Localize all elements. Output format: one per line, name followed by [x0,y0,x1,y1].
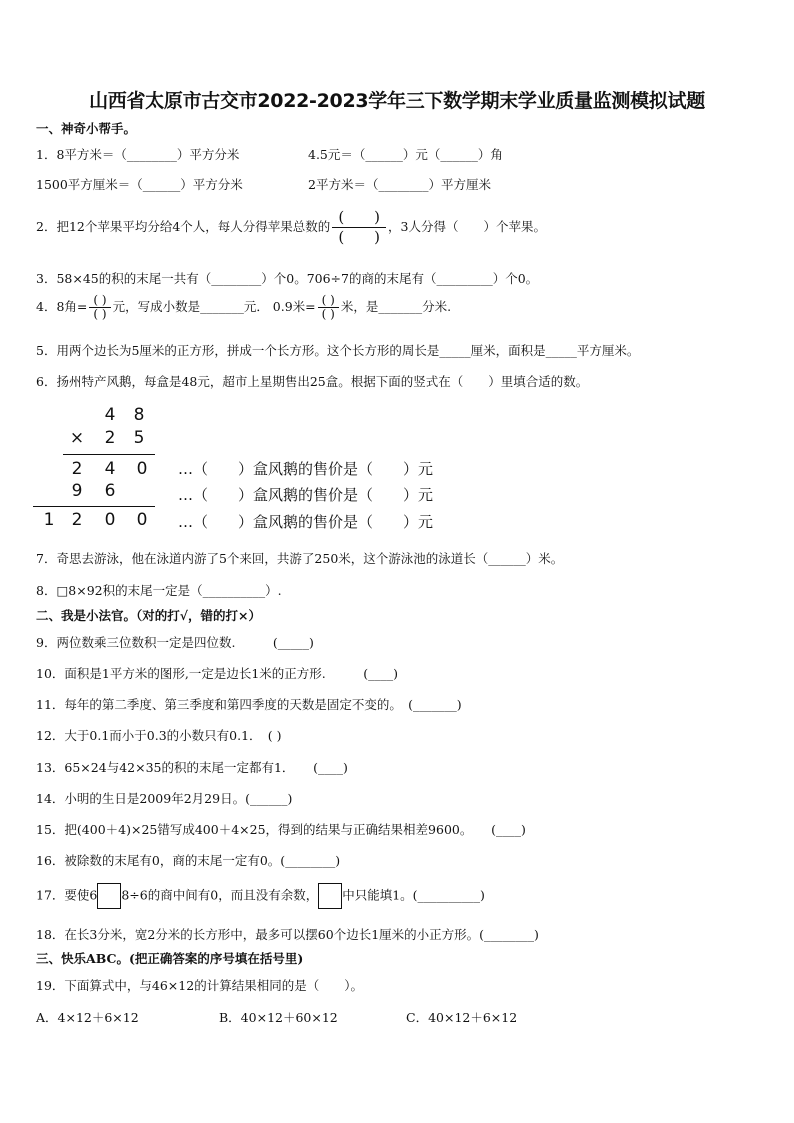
vm-rule [63,454,155,455]
vm-note-3: …（ ）盒风鹅的售价是（ ）元 [178,513,434,531]
vm-digit: 2 [71,510,83,530]
q1-part-a: 1．8平方米＝（________）平方分米 [36,147,240,162]
vm-digit: 4 [104,405,116,425]
q11: 11．每年的第二季度、第三季度和第四季度的天数是固定不变的。 (_______) [36,697,462,712]
exam-title: 山西省太原市古交市2022-2023学年三下数学期末学业质量监测模拟试题 [89,90,705,112]
vm-digit: 1 [43,510,55,530]
q17 [36,883,485,909]
q2-frac-num: ( ) [332,208,386,228]
vm-digit: 2 [71,459,83,479]
q17-mid: 8÷6的商中间有0，而且没有余数， [121,887,319,903]
q17-blank-box-1[interactable] [97,883,121,909]
vm-digit: 4 [104,459,116,479]
q4-fraction-1 [89,294,110,321]
q4-pre: 4．8角= [36,299,88,314]
q5: 5．用两个边长为5厘米的正方形，拼成一个长方形。这个长方形的周长是_____厘米，面积是_____平方厘米。 [36,343,640,358]
q1-part-d: 2平方米＝（________）平方厘米 [308,177,491,192]
vm-digit: 0 [136,459,148,479]
vm-digit: 2 [104,428,116,448]
section3-heading: 三、快乐ABC。(把正确答案的序号填在括号里) [36,951,304,966]
q3: 3．58×45的积的末尾一共有（________）个0。706÷7的商的末尾有（_________）个0。 [36,271,539,286]
q17-post: 中只能填1。(__________) [342,887,485,903]
vm-digit: 9 [71,481,83,501]
q1-part-c: 1500平方厘米＝（______）平方分米 [36,177,243,192]
q13: 13．65×24与42×35的积的末尾一定都有1． (____) [36,760,348,775]
q2-fraction [332,208,386,247]
q12: 12．大于0.1而小于0.3的小数只有0.1． ( ) [36,728,282,743]
section1-heading: 一、神奇小帮手。 [36,121,137,136]
q6: 6．扬州特产风鹅，每盒是48元，超市上星期售出25盒。根据下面的竖式在（ ）里填合适的数。 [36,374,589,389]
q2-post: ，3人分得（ ）个苹果。 [388,219,546,234]
q17-blank-box-2[interactable] [318,883,342,909]
q17-pre: 17．要使6 [36,887,98,903]
vm-digit: 6 [104,481,116,501]
vm-times-sign: × [69,428,85,448]
q4-mid: 元，写成小数是_______元． 0.9米= [112,299,316,314]
q19: 19．下面算式中，与46×12的计算结果相同的是（ ）。 [36,978,363,993]
vm-digit: 5 [133,428,145,448]
vm-rule [33,506,155,507]
q15: 15．把(400＋4)×25错写成400＋4×25，得到的结果与正确结果相差9600。 (____) [36,822,526,837]
q7: 7．奇思去游泳，他在泳道内游了5个来回，共游了250米，这个游泳池的泳道长（______）米。 [36,551,564,566]
q14: 14．小明的生日是2009年2月29日。(______) [36,791,293,806]
vm-digit: 0 [104,510,116,530]
q4-frac1-den: ( ) [93,307,107,321]
q2-pre: 2．把12个苹果平均分给4个人，每人分得苹果总数的 [36,219,331,234]
q1-part-b: 4.5元＝（______）元（______）角 [308,147,503,162]
q4 [36,294,451,321]
q10: 10．面积是1平方米的图形,一定是边长1米的正方形. (____) [36,666,399,681]
vm-note-2: …（ ）盒风鹅的售价是（ ）元 [178,486,434,504]
q4-fraction-2 [318,294,339,321]
vm-note-1: …（ ）盒风鹅的售价是（ ）元 [178,460,434,478]
q16: 16．被除数的末尾有0，商的末尾一定有0。(________) [36,853,341,868]
vm-digit: 0 [136,510,148,530]
q4-frac1-num: ( ) [89,294,110,308]
q19-option-b: B．40×12＋60×12 [219,1010,338,1025]
vm-digit: 8 [133,405,145,425]
q19-option-a: A．4×12＋6×12 [36,1010,139,1025]
q19-option-c: C．40×12＋6×12 [406,1010,518,1025]
q2-frac-den: ( ) [338,228,381,246]
section2-heading: 二、我是小法官。（对的打√，错的打×） [36,608,261,623]
q4-post: 米，是_______分米. [340,299,452,314]
q4-frac2-den: ( ) [321,307,335,321]
q4-frac2-num: ( ) [318,294,339,308]
q9: 9．两位数乘三位数积一定是四位数. (_____) [36,635,314,650]
q8: 8．□8×92积的末尾一定是（__________）. [36,583,282,598]
q18: 18．在长3分米，宽2分米的长方形中，最多可以摆60个边长1厘米的小正方形。(________) [36,927,539,942]
q2 [36,208,546,247]
